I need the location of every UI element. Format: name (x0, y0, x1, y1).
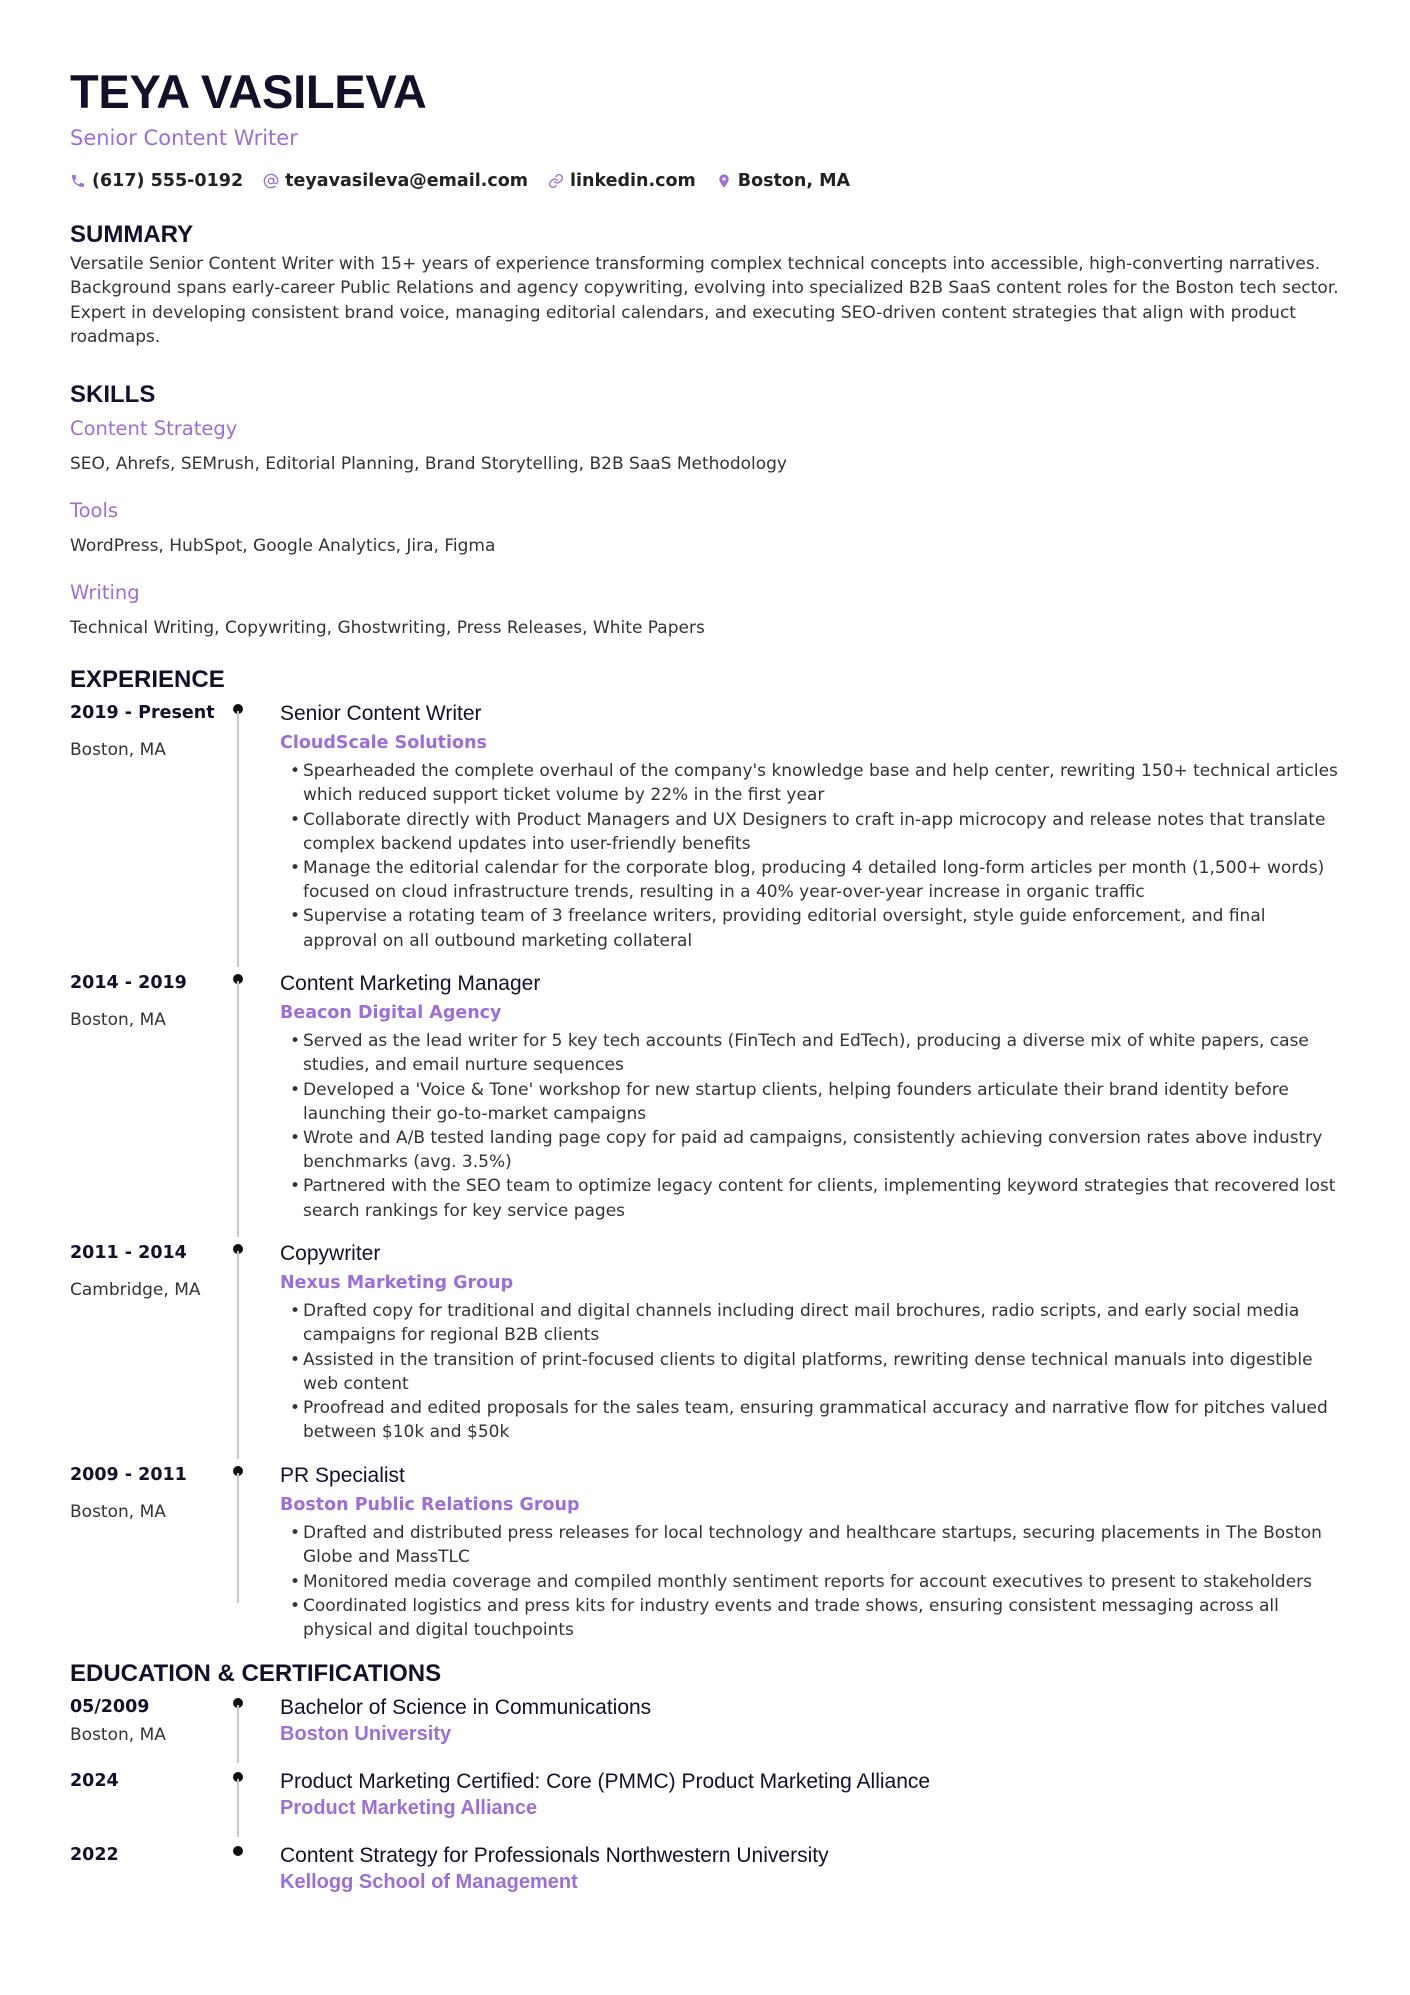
job-bullet: • Proofread and edited proposals for the sales team, ensuring grammatical accuracy and narrative flow for pitches valued between $10k and $50k (290, 1396, 1340, 1444)
job-bullets (290, 759, 1340, 953)
job-role: Copywriter (280, 1242, 381, 1266)
summary-heading: SUMMARY (70, 221, 194, 248)
skills-heading: SKILLS (70, 381, 156, 409)
education-date: 05/2009 (70, 1697, 150, 1718)
education-date: 2022 (70, 1845, 119, 1866)
education-school: Product Marketing Alliance (280, 1797, 538, 1820)
job-bullet: • Served as the lead writer for 5 key tech accounts (FinTech and EdTech), producing a diverse mix of white papers, case studies, and email nurture sequences (290, 1029, 1340, 1077)
education-date: 2024 (70, 1771, 119, 1792)
education-meta (70, 1695, 280, 1769)
job-bullet: • Collaborate directly with Product Managers and UX Designers to craft in-app microcopy and release notes that translate complex backend updates into user-friendly benefits (290, 808, 1340, 856)
job-role: Content Marketing Manager (280, 972, 541, 996)
education-details (280, 1843, 1340, 1903)
job-company: CloudScale Solutions (280, 733, 487, 754)
job-bullet: • Coordinated logistics and press kits for industry events and trade shows, ensuring consistent messaging across all physical and digital touchpoints (290, 1594, 1340, 1642)
phone-number: (617) 555-0192 (92, 171, 244, 191)
job-dates: 2014 - 2019 (70, 973, 187, 994)
job-bullet: • Drafted and distributed press releases for local technology and healthcare startups, securing placements in The Boston Globe and MassTLC (290, 1521, 1340, 1569)
job-location: Boston, MA (70, 1502, 166, 1523)
link-icon (548, 173, 564, 189)
job-bullet: • Wrote and A/B tested landing page copy for paid ad campaigns, consistently achieving conversion rates above industry benchmarks (avg. 3.5%) (290, 1126, 1340, 1174)
map-pin-icon (716, 173, 732, 189)
job-company: Beacon Digital Agency (280, 1003, 502, 1024)
skill-list: Technical Writing, Copywriting, Ghostwriting, Press Releases, White Papers (70, 618, 705, 639)
job-details (280, 1241, 1340, 1463)
job-bullet: • Partnered with the SEO team to optimize legacy content for clients, implementing keyword strategies that recovered lost search rankings for key service pages (290, 1174, 1340, 1222)
timeline-line (237, 1473, 239, 1603)
contact-email[interactable] (263, 169, 528, 193)
timeline-line (237, 1251, 239, 1459)
job-bullet: • Developed a 'Voice & Tone' workshop for new startup clients, helping founders articulate their brand identity before launching their go-to-market campaigns (290, 1078, 1340, 1126)
skill-category: Writing (70, 581, 140, 605)
timeline-line (237, 1779, 239, 1837)
timeline-line (237, 981, 239, 1237)
contact-location (716, 169, 850, 193)
contact-phone (70, 169, 243, 193)
job-location: Boston, MA (70, 1010, 166, 1031)
job-dates: 2009 - 2011 (70, 1465, 187, 1486)
education-meta (70, 1769, 280, 1843)
job-meta (70, 701, 280, 971)
job-details (280, 1463, 1340, 1653)
email-address[interactable]: teyavasileva@email.com (285, 171, 528, 191)
job-bullets (290, 1299, 1340, 1444)
at-sign-icon (263, 173, 279, 189)
job-company: Boston Public Relations Group (280, 1495, 580, 1516)
job-meta (70, 1463, 280, 1653)
education-meta (70, 1843, 280, 1903)
education-details (280, 1769, 1340, 1843)
job-bullet: • Monitored media coverage and compiled monthly sentiment reports for account executives to present to stakeholders (290, 1570, 1340, 1594)
education-degree: Bachelor of Science in Communications (280, 1696, 652, 1720)
education-degree: Product Marketing Certified: Core (PMMC) Product Marketing Alliance (280, 1770, 931, 1794)
job-bullets (290, 1029, 1340, 1223)
skill-list: WordPress, HubSpot, Google Analytics, Jira, Figma (70, 536, 496, 557)
experience-heading: EXPERIENCE (70, 666, 225, 694)
skill-list: SEO, Ahrefs, SEMrush, Editorial Planning, Brand Storytelling, B2B SaaS Methodology (70, 454, 787, 475)
education-degree: Content Strategy for Professionals Northwestern University (280, 1844, 829, 1868)
job-entry (70, 1463, 1340, 1653)
job-role: PR Specialist (280, 1464, 405, 1488)
job-bullet: • Drafted copy for traditional and digital channels including direct mail brochures, radio scripts, and early social media campaigns for regional B2B clients (290, 1299, 1340, 1347)
job-meta (70, 1241, 280, 1463)
education-entry (70, 1769, 1340, 1843)
job-bullet: • Spearheaded the complete overhaul of the company's knowledge base and help center, rewriting 150+ technical articles which reduced support ticket volume by 22% in the first year (290, 759, 1340, 807)
job-dates: 2011 - 2014 (70, 1243, 187, 1264)
job-details (280, 971, 1340, 1241)
contact-linkedin[interactable] (548, 169, 696, 193)
education-school: Boston University (280, 1723, 452, 1746)
job-location: Cambridge, MA (70, 1280, 201, 1301)
job-bullet: • Assisted in the transition of print-focused clients to digital platforms, rewriting dense technical manuals into digestible web content (290, 1348, 1340, 1396)
job-entry (70, 1241, 1340, 1463)
timeline-line (237, 711, 239, 967)
education-location: Boston, MA (70, 1725, 166, 1746)
job-dates: 2019 - Present (70, 703, 215, 724)
job-details (280, 701, 1340, 971)
education-entry (70, 1695, 1340, 1769)
experience-section (70, 665, 1340, 1653)
job-location: Boston, MA (70, 740, 166, 761)
job-company: Nexus Marketing Group (280, 1273, 514, 1294)
job-meta (70, 971, 280, 1241)
education-entry (70, 1843, 1340, 1903)
education-school: Kellogg School of Management (280, 1871, 578, 1894)
skills-section (70, 380, 1340, 640)
timeline-line (237, 1705, 239, 1763)
job-entry (70, 701, 1340, 971)
job-bullets (290, 1521, 1340, 1642)
skill-category: Tools (70, 499, 119, 523)
candidate-title: Senior Content Writer (70, 126, 298, 150)
candidate-name: TEYA VASILEVA (70, 65, 427, 118)
education-section (70, 1659, 1340, 1903)
job-entry (70, 971, 1340, 1241)
location-text: Boston, MA (737, 171, 851, 191)
job-bullet: • Supervise a rotating team of 3 freelance writers, providing editorial oversight, style guide enforcement, and final approval on all outbound marketing collateral (290, 904, 1340, 952)
job-bullet: • Manage the editorial calendar for the corporate blog, producing 4 detailed long-form articles per month (1,500+ words) focused on cloud infrastructure trends, resulting in a 40% year-over-year increase in organic traffic (290, 856, 1340, 904)
contact-bar (70, 169, 1340, 193)
summary-section (70, 220, 1340, 349)
education-details (280, 1695, 1340, 1769)
summary-text: Versatile Senior Content Writer with 15+ years of experience transforming complex technical concepts into accessible, high-converting narratives. Background spans early-career Public Relations and agency copywriting, evolving into specialized B2B SaaS content roles for the Boston tech sector. Expert in developing consistent brand voice, managing editorial calendars, and executing SEO-driven content strategies that align with product roadmaps. (70, 254, 1339, 347)
phone-icon (70, 173, 86, 189)
skill-category: Content Strategy (70, 417, 238, 441)
linkedin-link[interactable]: linkedin.com (569, 171, 696, 191)
job-role: Senior Content Writer (280, 702, 482, 726)
education-heading: EDUCATION & CERTIFICATIONS (70, 1660, 442, 1688)
